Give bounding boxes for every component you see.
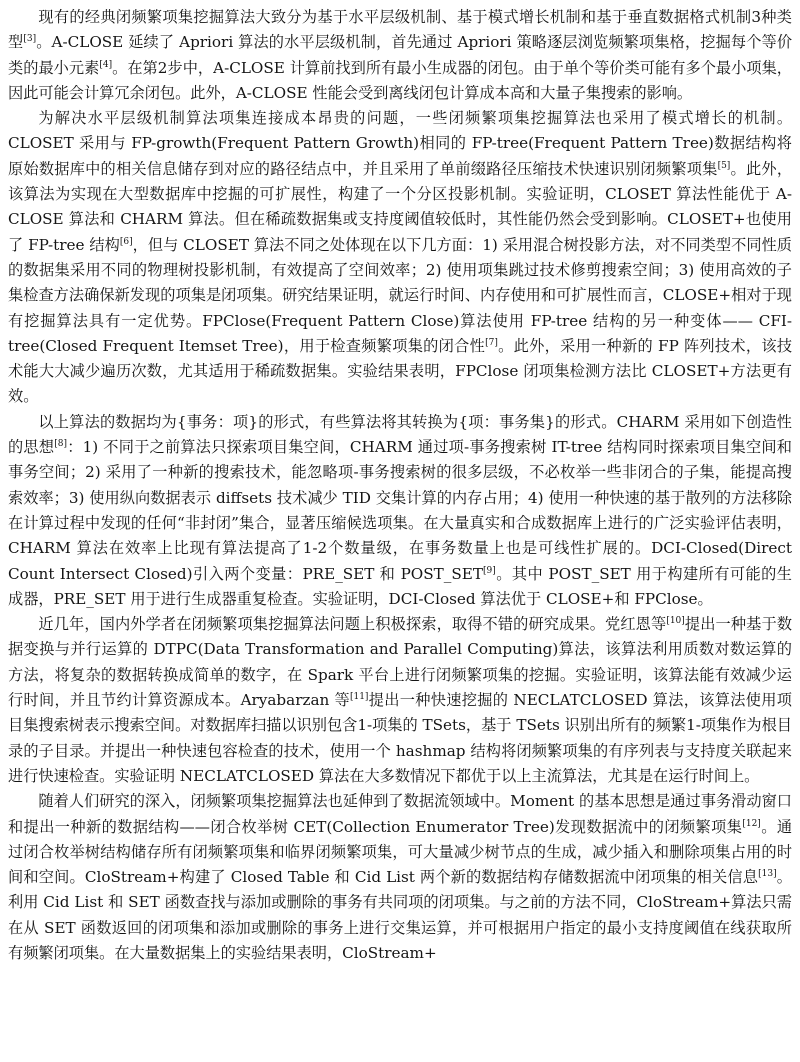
text-segment: 提出一种快速挖掘的 NECLATCLOSED 算法，该算法使用项目集搜索树表示搜索空间。对数据库扫描以识别包含1-项集的 TSets，基于 TSets 识别出所有的频繁1-项集作为根目录的子目录。并提出一种快速包容检查的技术，使用一个 hashmap 结构将闭频繁项集的有序列表与支持度关联起来进行快速检查。实验证明 NECLATCLOSED 算法在大多数情况下都优于以上主流算法，尤其是在运行时间上。 — [8, 691, 792, 785]
text-segment: 。在第2步中，A-CLOSE 计算前找到所有最小生成器的闭包。由于单个等价类可能有多个最小项集，因此可能会计算冗余闭包。此外，A-CLOSE 性能会受到离线闭包计算成本高和大量子集搜索的影响。 — [8, 58, 792, 102]
text-segment: 近几年，国内外学者在闭频繁项集挖掘算法问题上积极探索，取得不错的研究成果。党红恩等 — [38, 615, 667, 634]
text-segment: 现有的经典闭频繁项集挖掘算法大致分为基于水平层级机制、基于模式增长机制和基于垂直数据格式机制3种类型 — [8, 8, 792, 52]
text-segment: ：1) 不同于之前算法只探索项目集空间，CHARM 通过项-事务搜索树 IT-tree 结构同时探索项目集空间和事务空间；2) 采用了一种新的搜索技术，能忽略项-事务搜索树的很多层级，不必枚举一些非闭合的子集，能提高搜索效率；3) 使用纵向数据表示 diffsets 技术减少 TID 交集计算的内存占用；4) 使用一种快速的基于散列的方法移除在计算过程中发现的任何“非封闭”集合，显著压缩候选项集。在大量真实和合成数据库上进行的广泛实验评估表明，CHARM 算法在效率上比现有算法提高了1-2个数量级，在事务数量上也是可线性扩展的。DCI-Closed(Direct Count Intersect Closed)引入两个变量：PRE_SET 和 POST_SET — [8, 438, 792, 583]
citation-ref: [13] — [758, 869, 777, 880]
text-segment: 。A-CLOSE 延续了 Apriori 算法的水平层级机制，首先通过 Apriori 策略逐层浏览频繁项集格，挖掘每个等价类的最小元素 — [8, 33, 793, 77]
paragraph-data-stream — [8, 789, 792, 966]
paragraph-recent-research — [8, 612, 792, 789]
text-segment: ，但与 CLOSET 算法不同之处体现在以下几方面：1) 采用混合树投影方法，对不同类型不同性质的数据集采用不同的物理树投影机制，有效提高了空间效率；2) 使用项集跳过技术修剪搜索空间；3) 使用高效的子集检查方法确保新发现的项集是闭项集。研究结果证明，就运行时间、内存使用和可扩展性而言，CLOSE+相对于现有挖掘算法具有一定优势。FPClose(Frequent Pattern Close)算法使用 FP-tree 结构的另一种变体—— CFI-tree(Closed Frequent Itemset Tree)，用于检查频繁项集的闭合性 — [8, 235, 792, 355]
citation-ref: [5] — [717, 160, 731, 171]
citation-ref: [7] — [485, 337, 498, 348]
paragraph-closed-itemset-classification — [8, 5, 792, 106]
citation-ref: [9] — [483, 565, 496, 576]
citation-ref: [10] — [666, 616, 685, 627]
text-segment: 。此外，该算法为实现在大型数据库中挖掘的可扩展性，构建了一个分区投影机制。实验证明，CLOSET 算法性能优于 A-CLOSE 算法和 CHARM 算法。但在稀疏数据集或支持度阈值较低时，其性能仍然会受到影响。CLOSET+也使用了 FP-tree 结构 — [8, 159, 793, 254]
citation-ref: [3] — [23, 34, 37, 45]
citation-ref: [6] — [119, 236, 133, 247]
text-segment: 随着人们研究的深入，闭频繁项集挖掘算法也延伸到了数据流领域中。Moment 的基本思想是通过事务滑动窗口和提出一种新的数据结构——闭合枚举树 CET(Collection Enumerator Tree)发现数据流中的闭频繁项集 — [8, 792, 792, 836]
text-segment: 提出一种基于数据变换与并行运算的 DTPC(Data Transformation and Parallel Computing)算法，该算法利用质数对数运算的方法，将复杂的数据转换成简单的数字，在 Spark 平台上进行闭频繁项集的挖掘。实验证明，该算法能有效减少运行时间，并且节约计算资源成本。Aryabarzan 等 — [8, 615, 793, 710]
paragraph-vertical-format — [8, 410, 792, 612]
citation-ref: [11] — [349, 691, 369, 702]
text-segment: 。利用 Cid List 和 SET 函数查找与添加或删除的事务有共同项的闭项集。与之前的方法不同，CloStream+算法只需在从 SET 函数返回的闭项集和添加或删除的事务上进行交集运算，并可根据用户指定的最小支持度阈值在线获取所有频繁闭项集。在大量数据集上的实验结果表明，CloStream+ — [8, 868, 792, 962]
text-segment: 以上算法的数据均为{事务：项}的形式，有些算法将其转换为{项：事务集}的形式。CHARM 采用如下创造性的思想 — [8, 412, 792, 457]
citation-ref: [8] — [54, 438, 67, 449]
citation-ref: [4] — [99, 59, 113, 70]
text-segment: 为解决水平层级机制算法项集连接成本昂贵的问题，一些闭频繁项集挖掘算法也采用了模式增长的机制。CLOSET 采用与 FP-growth(Frequent Pattern Growth)相同的 FP-tree(Frequent Pattern Tree)数据结构将原始数据库中的相关信息储存到对应的路径结点中，并且采用了单前缀路径压缩技术快速识别闭频繁项集 — [8, 109, 792, 178]
text-segment: 。此外，采用一种新的 FP 阵列技术，该技术能大大减少遍历次数，尤其适用于稀疏数据集。实验结果表明，FPClose 闭项集检测方法比 CLOSET+方法更有效。 — [8, 336, 793, 406]
paragraph-pattern-growth — [8, 106, 792, 410]
text-segment: 。通过闭合枚举树结构储存所有闭频繁项集和临界闭频繁项集，可大量减少树节点的生成，减少插入和删除项集占用的时间和空间。CloStream+构建了 Closed Table 和 Cid List 两个新的数据结构存储数据流中闭项集的相关信息 — [8, 817, 793, 887]
text-segment: 。其中 POST_SET 用于构建所有可能的生成器，PRE_SET 用于进行生成器重复检查。实验证明，DCI-Closed 算法优于 CLOSE+和 FPClose。 — [8, 564, 792, 608]
citation-ref: [12] — [742, 818, 761, 829]
